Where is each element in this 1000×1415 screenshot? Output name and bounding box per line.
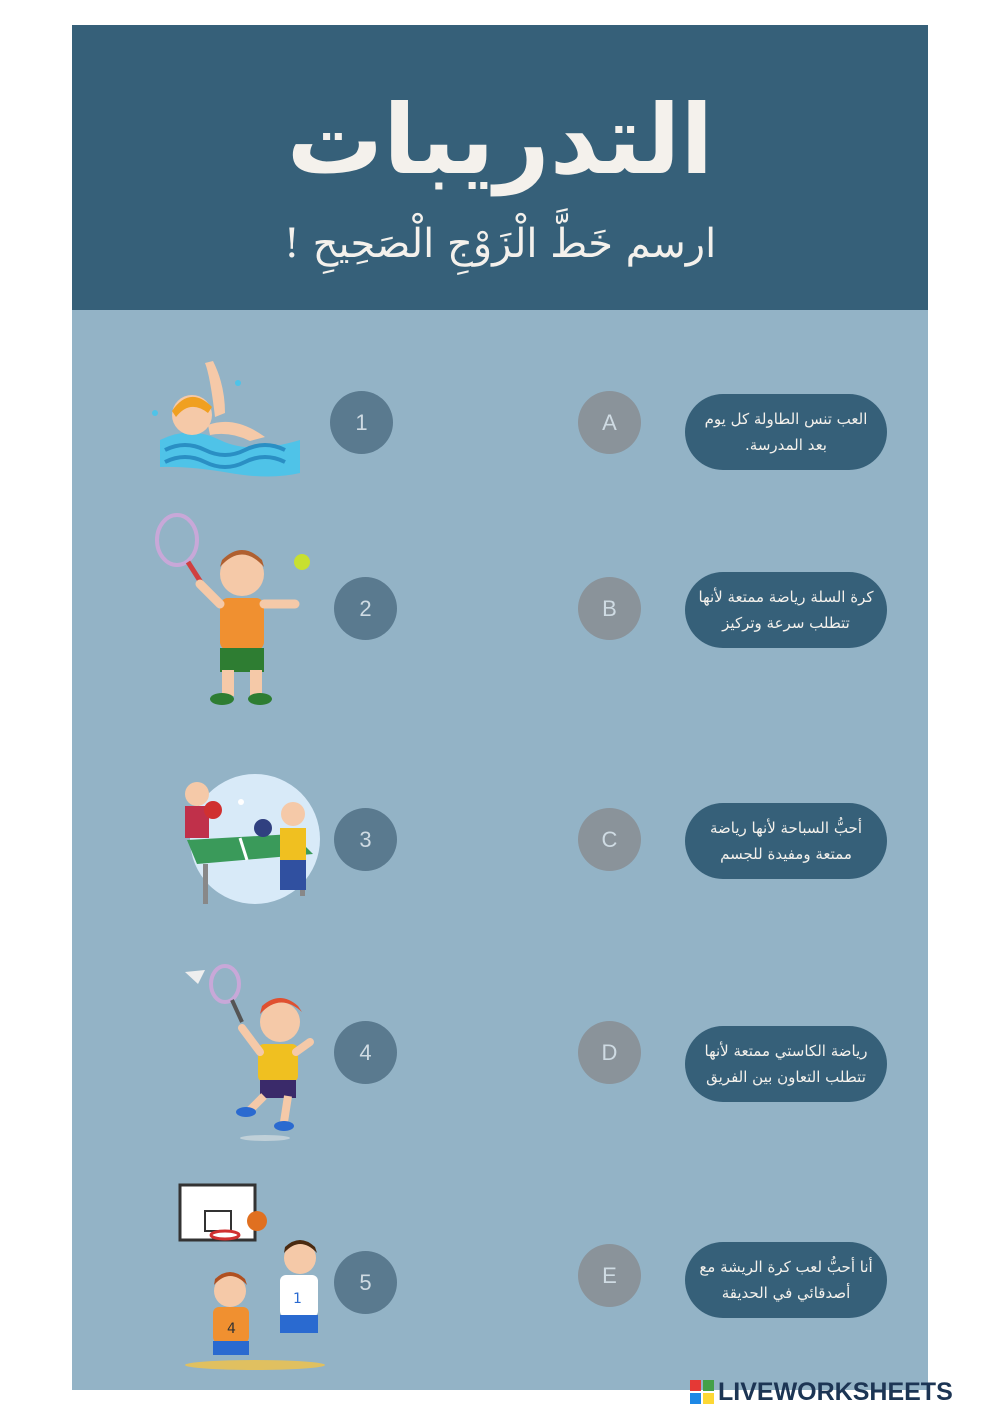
liveworksheets-logo-icon [690, 1380, 714, 1404]
letter-circle-a[interactable]: A [578, 391, 641, 454]
sentence-pill-e [685, 1242, 887, 1318]
number-circle-4[interactable]: 4 [334, 1021, 397, 1084]
svg-text:1: 1 [293, 1291, 302, 1307]
tennis-icon [150, 512, 320, 707]
letter-circle-b[interactable]: B [578, 577, 641, 640]
sentence-c-line2: ممتعة ومفيدة للجسم [720, 845, 852, 863]
sentence-pill-c [685, 803, 887, 879]
table-tennis-icon [175, 772, 320, 907]
sentence-d-line2: تتطلب التعاون بين الفريق [706, 1068, 866, 1086]
swimming-icon [150, 355, 310, 480]
badminton-icon [180, 962, 320, 1142]
page-title: التدريبات [286, 84, 714, 196]
sentence-a-line1: العب تنس الطاولة كل يوم [704, 410, 868, 428]
sentence-c-line1: أحبُّ السباحة لأنها رياضة [710, 819, 862, 837]
sentence-pill-b [685, 572, 887, 648]
number-circle-2[interactable]: 2 [334, 577, 397, 640]
sentence-a-line2: بعد المدرسة. [745, 436, 827, 454]
logo-text: LIVEWORKSHEETS [718, 1377, 953, 1406]
number-circle-5[interactable]: 5 [334, 1251, 397, 1314]
sentence-pill-d [685, 1026, 887, 1102]
liveworksheets-logo [690, 1374, 953, 1410]
svg-text:4: 4 [227, 1321, 236, 1337]
sentence-e-line1: أنا أحبُّ لعب كرة الريشة مع [699, 1258, 873, 1276]
sentence-b-line2: تتطلب سرعة وتركيز [722, 614, 850, 632]
instructions: ارسم خَطَّ الْزَوْجِ الْصَحِيحِ ! [283, 221, 717, 267]
letter-circle-e[interactable]: E [578, 1244, 641, 1307]
sentence-b-line1: كرة السلة رياضة ممتعة لأنها [698, 588, 874, 606]
letter-circle-d[interactable]: D [578, 1021, 641, 1084]
letter-circle-c[interactable]: C [578, 808, 641, 871]
sentence-d-line1: رياضة الكاستي ممتعة لأنها [704, 1042, 868, 1060]
sentence-e-line2: أصدقائي في الحديقة [721, 1284, 851, 1302]
number-circle-1[interactable]: 1 [330, 391, 393, 454]
basketball-icon [175, 1183, 330, 1373]
number-circle-3[interactable]: 3 [334, 808, 397, 871]
sentence-pill-a [685, 394, 887, 470]
